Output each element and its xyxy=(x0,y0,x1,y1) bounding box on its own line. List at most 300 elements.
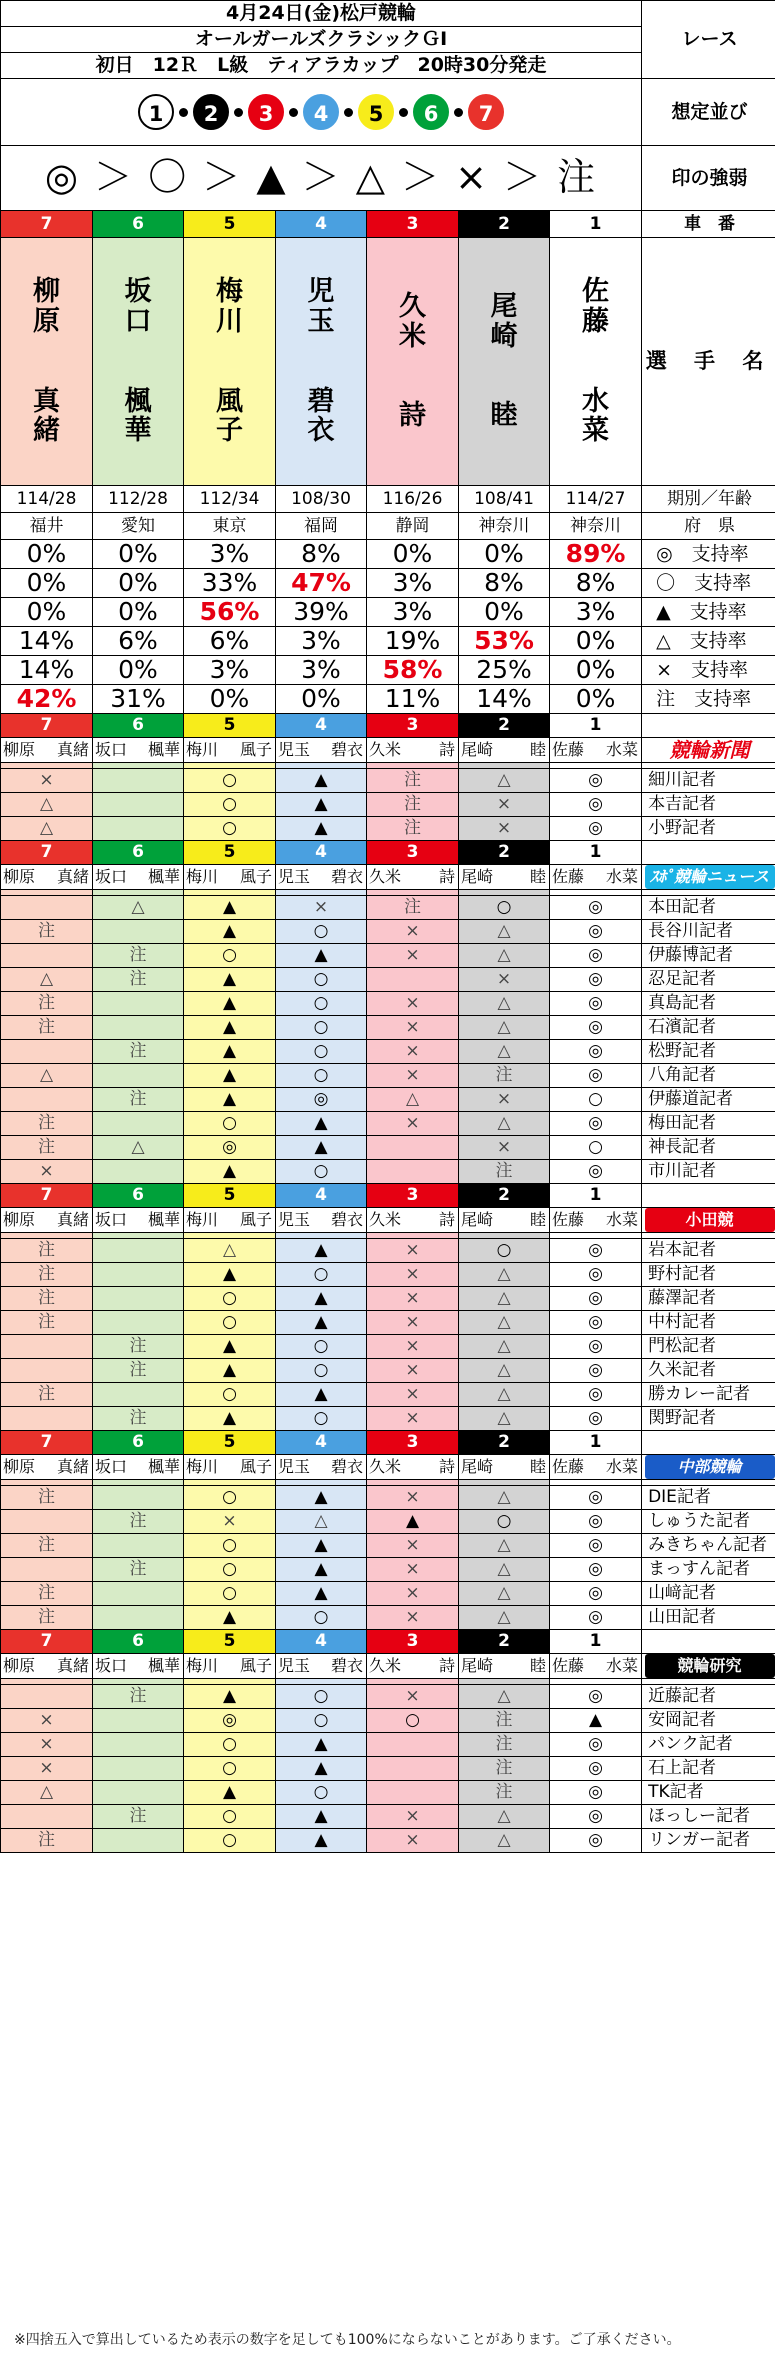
reporter-mark: 注 xyxy=(93,1359,184,1383)
reporter-name: パンク記者 xyxy=(642,1733,775,1757)
short-first-name: 風子 xyxy=(239,740,272,760)
section-car-number-1: 1 xyxy=(550,1184,642,1208)
short-last-name: 佐藤 xyxy=(552,1210,585,1230)
section-car-number-7: 7 xyxy=(1,841,93,865)
reporter-mark: ○ xyxy=(459,1510,550,1534)
reporter-mark: ○ xyxy=(276,968,367,992)
support-rate: 3% xyxy=(367,598,459,627)
support-rate: 8% xyxy=(459,569,550,598)
reporter-mark: ◎ xyxy=(550,1733,642,1757)
support-rate: 8% xyxy=(276,540,367,569)
support-rate: 0% xyxy=(276,685,367,714)
short-first-name: 水菜 xyxy=(606,1457,639,1477)
reporter-mark: × xyxy=(367,1407,459,1431)
reporter-mark: × xyxy=(367,1064,459,1088)
reporter-mark: ◎ xyxy=(550,1239,642,1263)
rider-name-4 xyxy=(276,238,367,486)
reporter-mark xyxy=(93,1311,184,1335)
reporter-name: 中村記者 xyxy=(642,1311,775,1335)
reporter-mark: ▲ xyxy=(276,1733,367,1757)
reporter-mark: ○ xyxy=(276,1040,367,1064)
reporter-mark: ◎ xyxy=(550,1805,642,1829)
rider-period-age: 108/41 xyxy=(459,486,550,513)
reporter-mark: ○ xyxy=(184,1311,276,1335)
section-rider-short-name xyxy=(276,865,367,890)
newspaper-logo: 小田競 xyxy=(645,1208,775,1232)
reporter-mark: 注 xyxy=(459,1733,550,1757)
rider-period-age: 114/28 xyxy=(1,486,93,513)
support-rate-label: ▲ 支持率 xyxy=(642,598,775,627)
support-rate: 3% xyxy=(276,627,367,656)
reporter-mark: × xyxy=(367,1829,459,1853)
reporter-mark: ◎ xyxy=(550,1016,642,1040)
reporter-mark: ○ xyxy=(184,1733,276,1757)
reporter-mark: × xyxy=(1,1733,93,1757)
rider-name-char: 衣 xyxy=(307,415,335,447)
support-rate: 19% xyxy=(367,627,459,656)
reporter-mark: △ xyxy=(459,1383,550,1407)
short-last-name: 児玉 xyxy=(278,1656,311,1676)
car-number-5: 5 xyxy=(184,211,276,238)
section-rider-short-name xyxy=(276,1654,367,1679)
short-first-name: 風子 xyxy=(239,867,272,887)
reporter-mark: ▲ xyxy=(184,1407,276,1431)
strength-label: 印の強弱 xyxy=(642,146,775,211)
reporter-mark xyxy=(93,1239,184,1263)
car-label: 車 番 xyxy=(642,211,775,238)
reporter-mark: ◎ xyxy=(550,1486,642,1510)
short-last-name: 久米 xyxy=(369,867,402,887)
reporter-mark: △ xyxy=(93,1136,184,1160)
rider-name-char: 真 xyxy=(33,385,60,417)
name-gap xyxy=(550,337,641,387)
rider-name-char: 玉 xyxy=(307,305,335,337)
support-rate: 11% xyxy=(367,685,459,714)
rider-name-char: 風 xyxy=(216,385,243,417)
reporter-mark: ○ xyxy=(276,1781,367,1805)
reporter-mark: ○ xyxy=(276,1064,367,1088)
short-last-name: 柳原 xyxy=(3,1457,36,1477)
reporter-mark xyxy=(367,1733,459,1757)
reporter-mark: 注 xyxy=(367,817,459,841)
reporter-mark xyxy=(1,1359,93,1383)
short-last-name: 佐藤 xyxy=(552,1457,585,1477)
reporter-mark: × xyxy=(367,1040,459,1064)
lineup-car-2: 2 xyxy=(193,94,229,130)
reporter-name: 細川記者 xyxy=(642,769,775,793)
section-car-number-7: 7 xyxy=(1,1431,93,1455)
short-last-name: 佐藤 xyxy=(552,740,585,760)
reporter-mark: ○ xyxy=(184,1757,276,1781)
section-car-number-6: 6 xyxy=(93,714,184,738)
support-rate: 47% xyxy=(276,569,367,598)
reporter-mark: 注 xyxy=(93,1088,184,1112)
short-first-name: 詩 xyxy=(438,1210,455,1230)
reporter-mark: ○ xyxy=(276,1359,367,1383)
lineup-car-6: 6 xyxy=(413,94,449,130)
reporter-mark: ○ xyxy=(184,1112,276,1136)
rider-name-char: 菜 xyxy=(582,415,610,447)
reporter-mark: ◎ xyxy=(550,1359,642,1383)
short-last-name: 尾崎 xyxy=(461,867,494,887)
reporter-mark: ◎ xyxy=(550,992,642,1016)
section-blank-header xyxy=(642,1184,775,1208)
reporter-mark: △ xyxy=(459,1287,550,1311)
section-car-number-4: 4 xyxy=(276,1630,367,1654)
reporter-mark: ◎ xyxy=(550,1781,642,1805)
reporter-mark: ○ xyxy=(276,1407,367,1431)
short-first-name: 詩 xyxy=(438,1457,455,1477)
reporter-mark: △ xyxy=(459,1805,550,1829)
reporter-mark: ▲ xyxy=(276,1805,367,1829)
section-rider-short-name xyxy=(184,1654,276,1679)
reporter-mark: △ xyxy=(459,1112,550,1136)
reporter-mark: × xyxy=(1,769,93,793)
reporter-mark: 注 xyxy=(1,1534,93,1558)
lineup-separator-dot xyxy=(234,108,243,117)
reporter-mark: × xyxy=(367,1558,459,1582)
reporter-mark: × xyxy=(367,1685,459,1709)
reporter-mark: △ xyxy=(459,1016,550,1040)
section-car-number-5: 5 xyxy=(184,1184,276,1208)
reporter-mark: ○ xyxy=(459,1239,550,1263)
reporter-mark xyxy=(367,1757,459,1781)
rider-name-char: 久 xyxy=(399,290,426,322)
section-car-number-4: 4 xyxy=(276,1184,367,1208)
reporter-name: 野村記者 xyxy=(642,1263,775,1287)
reporter-mark xyxy=(367,1781,459,1805)
reporter-mark xyxy=(1,1685,93,1709)
reporter-mark: × xyxy=(184,1510,276,1534)
reporter-mark: ○ xyxy=(184,1534,276,1558)
section-rider-short-name xyxy=(550,1455,642,1480)
reporter-mark xyxy=(1,1088,93,1112)
reporter-mark: ▲ xyxy=(184,1016,276,1040)
reporter-name: ほっしー記者 xyxy=(642,1805,775,1829)
short-last-name: 佐藤 xyxy=(552,1656,585,1676)
footnote: ※四捨五入で算出しているため表示の数字を足しても100%にならないことがあります。ご了承ください。 xyxy=(14,2332,681,2348)
reporter-mark xyxy=(93,769,184,793)
reporter-mark: 注 xyxy=(367,896,459,920)
reporter-mark: ○ xyxy=(276,1685,367,1709)
reporter-mark: × xyxy=(459,793,550,817)
reporter-mark: △ xyxy=(276,1510,367,1534)
reporter-mark: 注 xyxy=(1,1287,93,1311)
reporter-mark: ▲ xyxy=(184,1160,276,1184)
reporter-mark: ▲ xyxy=(184,1606,276,1630)
short-first-name: 碧衣 xyxy=(330,1656,363,1676)
race-title: オールガールズクラシックＧⅠ xyxy=(1,27,642,53)
reporter-mark: ◎ xyxy=(184,1136,276,1160)
section-car-number-2: 2 xyxy=(459,1431,550,1455)
rider-name-char: 原 xyxy=(33,305,60,337)
reporter-mark: × xyxy=(459,1088,550,1112)
reporter-mark: ▲ xyxy=(276,769,367,793)
section-car-number-7: 7 xyxy=(1,714,93,738)
car-number-1: 1 xyxy=(550,211,642,238)
rider-prefecture: 福岡 xyxy=(276,513,367,540)
reporter-mark: × xyxy=(367,1606,459,1630)
support-rate-label: 注 支持率 xyxy=(642,685,775,714)
short-last-name: 尾崎 xyxy=(461,1210,494,1230)
reporter-mark: △ xyxy=(459,1407,550,1431)
support-rate: 0% xyxy=(459,598,550,627)
reporter-name: DIE記者 xyxy=(642,1486,775,1510)
rider-period-age: 108/30 xyxy=(276,486,367,513)
reporter-name: 神長記者 xyxy=(642,1136,775,1160)
short-first-name: 睦 xyxy=(529,740,546,760)
reporter-mark xyxy=(1,1510,93,1534)
section-rider-short-name xyxy=(184,1208,276,1233)
reporter-mark: ○ xyxy=(367,1709,459,1733)
reporter-mark: ◎ xyxy=(550,1263,642,1287)
short-first-name: 真緒 xyxy=(56,1210,89,1230)
short-first-name: 真緒 xyxy=(56,867,89,887)
reporter-mark xyxy=(93,1486,184,1510)
section-blank-header xyxy=(642,841,775,865)
section-car-number-3: 3 xyxy=(367,1630,459,1654)
rider-name-3 xyxy=(367,238,459,486)
reporter-mark: ○ xyxy=(184,944,276,968)
reporter-mark: △ xyxy=(459,944,550,968)
short-first-name: 真緒 xyxy=(56,1457,89,1477)
reporter-mark: ○ xyxy=(184,1582,276,1606)
reporter-mark xyxy=(93,1829,184,1853)
short-first-name: 楓華 xyxy=(147,867,180,887)
reporter-mark: ○ xyxy=(550,1088,642,1112)
reporter-mark: △ xyxy=(459,1040,550,1064)
support-rate: 0% xyxy=(550,656,642,685)
reporter-mark: 注 xyxy=(93,1805,184,1829)
reporter-mark: ◎ xyxy=(550,1383,642,1407)
reporter-mark: ◎ xyxy=(550,920,642,944)
reporter-name: 小野記者 xyxy=(642,817,775,841)
support-rate-label: 〇 支持率 xyxy=(642,569,775,598)
reporter-mark: 注 xyxy=(93,968,184,992)
reporter-mark: ○ xyxy=(184,1383,276,1407)
short-first-name: 真緒 xyxy=(56,1656,89,1676)
reporter-name: しゅうた記者 xyxy=(642,1510,775,1534)
reporter-mark: 注 xyxy=(1,1606,93,1630)
section-rider-short-name xyxy=(1,1208,93,1233)
rider-name-char: 梅 xyxy=(216,276,243,308)
support-rate: 14% xyxy=(1,627,93,656)
name-gap xyxy=(367,351,458,401)
reporter-mark: ▲ xyxy=(276,944,367,968)
reporter-mark xyxy=(1,1335,93,1359)
rider-name-char: 碧 xyxy=(307,385,335,417)
reporter-mark: ▲ xyxy=(276,1311,367,1335)
reporter-mark: × xyxy=(276,896,367,920)
section-car-number-7: 7 xyxy=(1,1184,93,1208)
newspaper-logo: 競輪新聞 xyxy=(645,738,775,762)
reporter-mark: ◎ xyxy=(550,769,642,793)
reporter-mark: ◎ xyxy=(550,1606,642,1630)
support-rate: 3% xyxy=(184,540,276,569)
short-last-name: 梅川 xyxy=(186,1457,219,1477)
support-rate: 58% xyxy=(367,656,459,685)
section-rider-short-name xyxy=(184,738,276,763)
reporter-mark: △ xyxy=(459,992,550,1016)
reporter-mark: ○ xyxy=(550,1136,642,1160)
lineup-car-7: 7 xyxy=(468,94,504,130)
reporter-name: 市川記者 xyxy=(642,1160,775,1184)
section-rider-short-name xyxy=(276,1455,367,1480)
support-rate: 0% xyxy=(93,656,184,685)
reporter-name: 山﨑記者 xyxy=(642,1582,775,1606)
reporter-mark: ▲ xyxy=(184,1088,276,1112)
reporter-mark xyxy=(93,1757,184,1781)
reporter-mark: △ xyxy=(459,1335,550,1359)
reporter-name: 梅田記者 xyxy=(642,1112,775,1136)
reporter-mark: △ xyxy=(93,896,184,920)
reporter-name: みきちゃん記者 xyxy=(642,1534,775,1558)
short-first-name: 水菜 xyxy=(606,867,639,887)
short-last-name: 梅川 xyxy=(186,1656,219,1676)
lineup-separator-dot xyxy=(454,108,463,117)
reporter-mark: 注 xyxy=(459,1064,550,1088)
support-rate: 3% xyxy=(276,656,367,685)
support-rate: 0% xyxy=(1,598,93,627)
lineup-car-1: 1 xyxy=(138,94,174,130)
reporter-name: 岩本記者 xyxy=(642,1239,775,1263)
reporter-mark: 注 xyxy=(1,1311,93,1335)
reporter-mark: ○ xyxy=(276,1160,367,1184)
section-rider-short-name xyxy=(367,1208,459,1233)
reporter-mark: ◎ xyxy=(550,1112,642,1136)
reporter-mark xyxy=(93,1534,184,1558)
prefecture-label: 府 県 xyxy=(642,513,775,540)
reporter-name: 松野記者 xyxy=(642,1040,775,1064)
rider-name-char: 睦 xyxy=(490,400,518,432)
short-last-name: 柳原 xyxy=(3,1210,36,1230)
reporter-name: 山田記者 xyxy=(642,1606,775,1630)
reporter-mark: ▲ xyxy=(184,968,276,992)
support-rate: 42% xyxy=(1,685,93,714)
reporter-name: まっすん記者 xyxy=(642,1558,775,1582)
reporter-mark: ▲ xyxy=(276,793,367,817)
reporter-mark: 注 xyxy=(1,1016,93,1040)
reporter-mark: 注 xyxy=(93,1558,184,1582)
reporter-name: 久米記者 xyxy=(642,1359,775,1383)
reporter-mark: △ xyxy=(459,1263,550,1287)
reporter-mark: ◎ xyxy=(550,968,642,992)
support-rate: 3% xyxy=(550,598,642,627)
short-first-name: 真緒 xyxy=(56,740,89,760)
reporter-mark xyxy=(1,1040,93,1064)
short-first-name: 楓華 xyxy=(147,1656,180,1676)
short-last-name: 久米 xyxy=(369,740,402,760)
short-first-name: 碧衣 xyxy=(330,1210,363,1230)
reporter-mark: △ xyxy=(1,1064,93,1088)
support-rate: 6% xyxy=(184,627,276,656)
reporter-mark: ▲ xyxy=(184,1685,276,1709)
support-rate-label: △ 支持率 xyxy=(642,627,775,656)
reporter-mark xyxy=(1,1407,93,1431)
section-car-number-2: 2 xyxy=(459,841,550,865)
short-last-name: 梅川 xyxy=(186,867,219,887)
reporter-name: 忍足記者 xyxy=(642,968,775,992)
support-rate: 31% xyxy=(93,685,184,714)
reporter-mark: ▲ xyxy=(276,1287,367,1311)
section-rider-short-name xyxy=(459,865,550,890)
reporter-mark xyxy=(93,1112,184,1136)
reporter-mark: 注 xyxy=(93,944,184,968)
reporter-mark: △ xyxy=(459,1311,550,1335)
reporter-mark: ▲ xyxy=(276,1757,367,1781)
support-rate: 8% xyxy=(550,569,642,598)
race-detail: 初日 12Ｒ L級 ティアラカップ 20時30分発走 xyxy=(1,53,642,79)
support-rate: 14% xyxy=(1,656,93,685)
name-gap xyxy=(1,337,92,387)
short-last-name: 尾崎 xyxy=(461,740,494,760)
rider-name-char: 崎 xyxy=(490,320,518,352)
support-rate: 0% xyxy=(550,685,642,714)
newspaper-logo-cell xyxy=(642,865,775,890)
reporter-name: 本吉記者 xyxy=(642,793,775,817)
rider-period-age: 112/28 xyxy=(93,486,184,513)
reporter-mark: ◎ xyxy=(550,1335,642,1359)
reporter-mark: ▲ xyxy=(550,1709,642,1733)
reporter-mark xyxy=(1,944,93,968)
reporter-mark xyxy=(93,1064,184,1088)
reporter-mark: △ xyxy=(459,1606,550,1630)
short-first-name: 水菜 xyxy=(606,740,639,760)
rider-prefecture: 静岡 xyxy=(367,513,459,540)
reporter-mark: ○ xyxy=(276,1606,367,1630)
lineup-car-3: 3 xyxy=(248,94,284,130)
section-rider-short-name xyxy=(459,738,550,763)
section-car-number-6: 6 xyxy=(93,1431,184,1455)
short-last-name: 尾崎 xyxy=(461,1656,494,1676)
lineup-car-5: 5 xyxy=(358,94,394,130)
section-rider-short-name xyxy=(1,1455,93,1480)
reporter-name: 八角記者 xyxy=(642,1064,775,1088)
section-car-number-4: 4 xyxy=(276,714,367,738)
period-age-label: 期別／年齢 xyxy=(642,486,775,513)
reporter-mark: ▲ xyxy=(184,920,276,944)
reporter-name: 本田記者 xyxy=(642,896,775,920)
reporter-mark: 注 xyxy=(93,1335,184,1359)
support-rate: 0% xyxy=(459,540,550,569)
rider-name-char: 米 xyxy=(399,320,426,352)
support-rate: 3% xyxy=(184,656,276,685)
name-gap xyxy=(93,337,183,387)
race-label: レース xyxy=(642,1,775,79)
reporter-mark: × xyxy=(1,1757,93,1781)
name-gap xyxy=(459,351,549,401)
section-rider-short-name xyxy=(276,738,367,763)
reporter-mark: ◎ xyxy=(550,1064,642,1088)
rider-name-char: 楓 xyxy=(124,385,152,417)
reporter-mark: ▲ xyxy=(276,1534,367,1558)
reporter-mark: △ xyxy=(459,1534,550,1558)
support-rate-label: ◎ 支持率 xyxy=(642,540,775,569)
reporter-mark: △ xyxy=(184,1239,276,1263)
reporter-mark: ▲ xyxy=(276,1239,367,1263)
short-last-name: 坂口 xyxy=(95,740,128,760)
section-rider-short-name xyxy=(93,1654,184,1679)
reporter-mark xyxy=(93,793,184,817)
reporter-mark: ▲ xyxy=(276,1486,367,1510)
short-first-name: 楓華 xyxy=(147,1457,180,1477)
reporter-mark xyxy=(93,817,184,841)
reporter-mark: ○ xyxy=(184,1486,276,1510)
support-rate: 25% xyxy=(459,656,550,685)
section-rider-short-name xyxy=(1,738,93,763)
reporter-mark: △ xyxy=(459,1685,550,1709)
reporter-mark: ▲ xyxy=(184,1040,276,1064)
